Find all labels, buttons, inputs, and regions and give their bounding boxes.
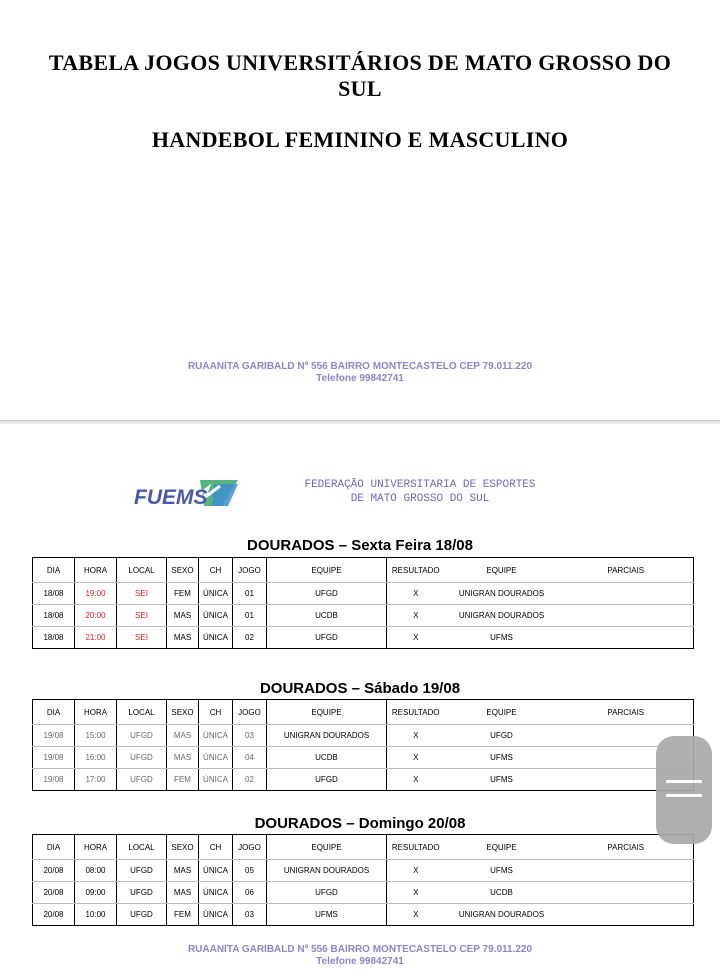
cell-hora: 15:00 bbox=[75, 725, 117, 747]
cell-resultado: X bbox=[387, 747, 445, 769]
cell-sexo: FEM bbox=[167, 904, 199, 926]
cell-jogo: 03 bbox=[233, 904, 267, 926]
column-header-resultado: RESULTADO bbox=[387, 700, 445, 725]
cell-sexo: MAS bbox=[167, 882, 199, 904]
cell-sexo: MAS bbox=[167, 725, 199, 747]
column-header-jogo: JOGO bbox=[233, 700, 267, 725]
cell-resultado: X bbox=[387, 583, 445, 605]
day-title-friday: DOURADOS – Sexta Feira 18/08 bbox=[247, 537, 473, 554]
table-row bbox=[33, 583, 694, 605]
cell-dia: 18/08 bbox=[33, 583, 75, 605]
cell-local: UFGD bbox=[117, 904, 167, 926]
column-header-parciais: PARCIAIS bbox=[559, 835, 694, 860]
cell-equipe-b: UNIGRAN DOURADOS bbox=[445, 904, 559, 926]
cell-parciais bbox=[559, 605, 694, 627]
cell-hora: 16:00 bbox=[75, 747, 117, 769]
table-header-row bbox=[33, 835, 694, 860]
cell-equipe-a: UFGD bbox=[267, 769, 387, 791]
table-header-row bbox=[33, 700, 694, 725]
cell-equipe-a: UFMS bbox=[267, 904, 387, 926]
fuems-logo bbox=[134, 476, 238, 510]
table-row bbox=[33, 904, 694, 926]
table-row bbox=[33, 605, 694, 627]
cell-dia: 19/08 bbox=[33, 769, 75, 791]
cell-equipe-a: UFGD bbox=[267, 627, 387, 649]
cell-jogo: 03 bbox=[233, 725, 267, 747]
cell-resultado: X bbox=[387, 725, 445, 747]
cell-equipe-a: UFGD bbox=[267, 583, 387, 605]
cell-sexo: MAS bbox=[167, 747, 199, 769]
cell-equipe-b: UCDB bbox=[445, 882, 559, 904]
column-header-equipe-a: EQUIPE bbox=[267, 558, 387, 583]
cell-dia: 18/08 bbox=[33, 605, 75, 627]
cell-equipe-a: UNIGRAN DOURADOS bbox=[267, 860, 387, 882]
table-row bbox=[33, 882, 694, 904]
document-subtitle: HANDEBOL FEMININO E MASCULINO bbox=[151, 127, 569, 152]
cell-local: SEI bbox=[117, 627, 167, 649]
cell-jogo: 05 bbox=[233, 860, 267, 882]
cell-hora: 19:00 bbox=[75, 583, 117, 605]
cell-equipe-b: UFMS bbox=[445, 860, 559, 882]
column-header-hora: HORA bbox=[75, 835, 117, 860]
cell-jogo: 01 bbox=[233, 583, 267, 605]
cell-parciais bbox=[559, 904, 694, 926]
cell-jogo: 02 bbox=[233, 769, 267, 791]
cell-equipe-b: UNIGRAN DOURADOS bbox=[445, 583, 559, 605]
column-header-resultado: RESULTADO bbox=[387, 558, 445, 583]
cell-parciais bbox=[559, 627, 694, 649]
cell-resultado: X bbox=[387, 904, 445, 926]
footer-phone: Telefone 99842741 bbox=[316, 373, 404, 384]
cell-equipe-a: UCDB bbox=[267, 605, 387, 627]
federation-name bbox=[290, 478, 550, 506]
cell-ch: ÚNICA bbox=[199, 583, 233, 605]
logo-text: FUEMS bbox=[134, 486, 208, 509]
cell-local: UFGD bbox=[117, 747, 167, 769]
cell-dia: 20/08 bbox=[33, 860, 75, 882]
cell-hora: 09:00 bbox=[75, 882, 117, 904]
cell-ch: ÚNICA bbox=[199, 627, 233, 649]
column-header-dia: DIA bbox=[33, 835, 75, 860]
table-row bbox=[33, 627, 694, 649]
cell-hora: 20:00 bbox=[75, 605, 117, 627]
cell-local: SEI bbox=[117, 605, 167, 627]
footer-address: RUAANITA GARIBALD Nº 556 BAIRRO MONTECASTELO CEP 79.011.220 bbox=[187, 361, 533, 372]
cell-ch: ÚNICA bbox=[199, 882, 233, 904]
cell-resultado: X bbox=[387, 769, 445, 791]
column-header-local: LOCAL bbox=[117, 558, 167, 583]
cell-local: UFGD bbox=[117, 725, 167, 747]
cell-parciais bbox=[559, 583, 694, 605]
table-row bbox=[33, 769, 694, 791]
cell-equipe-b: UNIGRAN DOURADOS bbox=[445, 605, 559, 627]
day-title-sunday: DOURADOS – Domingo 20/08 bbox=[254, 815, 466, 832]
cell-equipe-b: UFMS bbox=[445, 747, 559, 769]
cell-hora: 08:00 bbox=[75, 860, 117, 882]
cell-ch: ÚNICA bbox=[199, 747, 233, 769]
cell-hora: 10:00 bbox=[75, 904, 117, 926]
cell-hora: 17:00 bbox=[75, 769, 117, 791]
cell-dia: 18/08 bbox=[33, 627, 75, 649]
handle-grip-line bbox=[666, 794, 702, 797]
cell-equipe-b: UFMS bbox=[445, 769, 559, 791]
cell-jogo: 01 bbox=[233, 605, 267, 627]
cell-sexo: FEM bbox=[167, 583, 199, 605]
table-header-row bbox=[33, 558, 694, 583]
cell-local: UFGD bbox=[117, 882, 167, 904]
column-header-equipe-a: EQUIPE bbox=[267, 700, 387, 725]
column-header-ch: CH bbox=[199, 558, 233, 583]
column-header-ch: CH bbox=[199, 835, 233, 860]
column-header-hora: HORA bbox=[75, 558, 117, 583]
page-footer bbox=[0, 944, 720, 968]
column-header-equipe-a: EQUIPE bbox=[267, 835, 387, 860]
cell-ch: ÚNICA bbox=[199, 769, 233, 791]
column-header-dia: DIA bbox=[33, 558, 75, 583]
cell-sexo: MAS bbox=[167, 627, 199, 649]
cell-hora: 21:00 bbox=[75, 627, 117, 649]
column-header-sexo: SEXO bbox=[167, 558, 199, 583]
cell-sexo: FEM bbox=[167, 769, 199, 791]
handle-grip-line bbox=[666, 780, 702, 783]
footer-address: RUAANITA GARIBALD Nº 556 BAIRRO MONTECASTELO CEP 79.011.220 bbox=[187, 944, 533, 955]
cell-ch: ÚNICA bbox=[199, 605, 233, 627]
cell-resultado: X bbox=[387, 605, 445, 627]
document-page-1 bbox=[0, 0, 720, 420]
page-footer bbox=[0, 361, 720, 385]
column-header-local: LOCAL bbox=[117, 835, 167, 860]
federation-name-line-2: DE MATO GROSSO DO SUL bbox=[350, 493, 490, 505]
column-header-jogo: JOGO bbox=[233, 558, 267, 583]
cell-resultado: X bbox=[387, 882, 445, 904]
column-header-equipe-b: EQUIPE bbox=[445, 700, 559, 725]
column-header-resultado: RESULTADO bbox=[387, 835, 445, 860]
federation-name-line-1: FEDERAÇÃO UNIVERSITARIA DE ESPORTES bbox=[304, 479, 536, 491]
column-header-parciais: PARCIAIS bbox=[559, 700, 694, 725]
column-header-ch: CH bbox=[199, 700, 233, 725]
column-header-equipe-b: EQUIPE bbox=[445, 558, 559, 583]
games-table-sunday bbox=[32, 834, 694, 926]
cell-ch: ÚNICA bbox=[199, 725, 233, 747]
cell-sexo: MAS bbox=[167, 605, 199, 627]
column-header-parciais: PARCIAIS bbox=[559, 558, 694, 583]
cell-dia: 19/08 bbox=[33, 725, 75, 747]
cell-local: UFGD bbox=[117, 769, 167, 791]
cell-equipe-a: UNIGRAN DOURADOS bbox=[267, 725, 387, 747]
games-table-saturday bbox=[32, 699, 694, 791]
cell-resultado: X bbox=[387, 627, 445, 649]
cell-jogo: 06 bbox=[233, 882, 267, 904]
scroll-handle[interactable] bbox=[656, 736, 712, 844]
cell-resultado: X bbox=[387, 860, 445, 882]
column-header-equipe-b: EQUIPE bbox=[445, 835, 559, 860]
cell-equipe-a: UFGD bbox=[267, 882, 387, 904]
column-header-hora: HORA bbox=[75, 700, 117, 725]
table-row bbox=[33, 725, 694, 747]
cell-sexo: MAS bbox=[167, 860, 199, 882]
column-header-dia: DIA bbox=[33, 700, 75, 725]
document-title: TABELA JOGOS UNIVERSITÁRIOS DE MATO GROSSO DO SUL bbox=[48, 50, 672, 101]
cell-ch: ÚNICA bbox=[199, 860, 233, 882]
day-title-saturday: DOURADOS – Sábado 19/08 bbox=[259, 680, 461, 697]
cell-parciais bbox=[559, 882, 694, 904]
cell-dia: 20/08 bbox=[33, 882, 75, 904]
footer-phone: Telefone 99842741 bbox=[316, 956, 404, 967]
cell-local: SEI bbox=[117, 583, 167, 605]
cell-parciais bbox=[559, 860, 694, 882]
cell-local: UFGD bbox=[117, 860, 167, 882]
column-header-jogo: JOGO bbox=[233, 835, 267, 860]
cell-dia: 20/08 bbox=[33, 904, 75, 926]
cell-jogo: 02 bbox=[233, 627, 267, 649]
cell-dia: 19/08 bbox=[33, 747, 75, 769]
games-table-friday bbox=[32, 557, 694, 649]
column-header-sexo: SEXO bbox=[167, 835, 199, 860]
column-header-local: LOCAL bbox=[117, 700, 167, 725]
cell-jogo: 04 bbox=[233, 747, 267, 769]
table-row bbox=[33, 860, 694, 882]
cell-equipe-b: UFGD bbox=[445, 725, 559, 747]
cell-equipe-b: UFMS bbox=[445, 627, 559, 649]
table-row bbox=[33, 747, 694, 769]
column-header-sexo: SEXO bbox=[167, 700, 199, 725]
cell-equipe-a: UCDB bbox=[267, 747, 387, 769]
cell-ch: ÚNICA bbox=[199, 904, 233, 926]
